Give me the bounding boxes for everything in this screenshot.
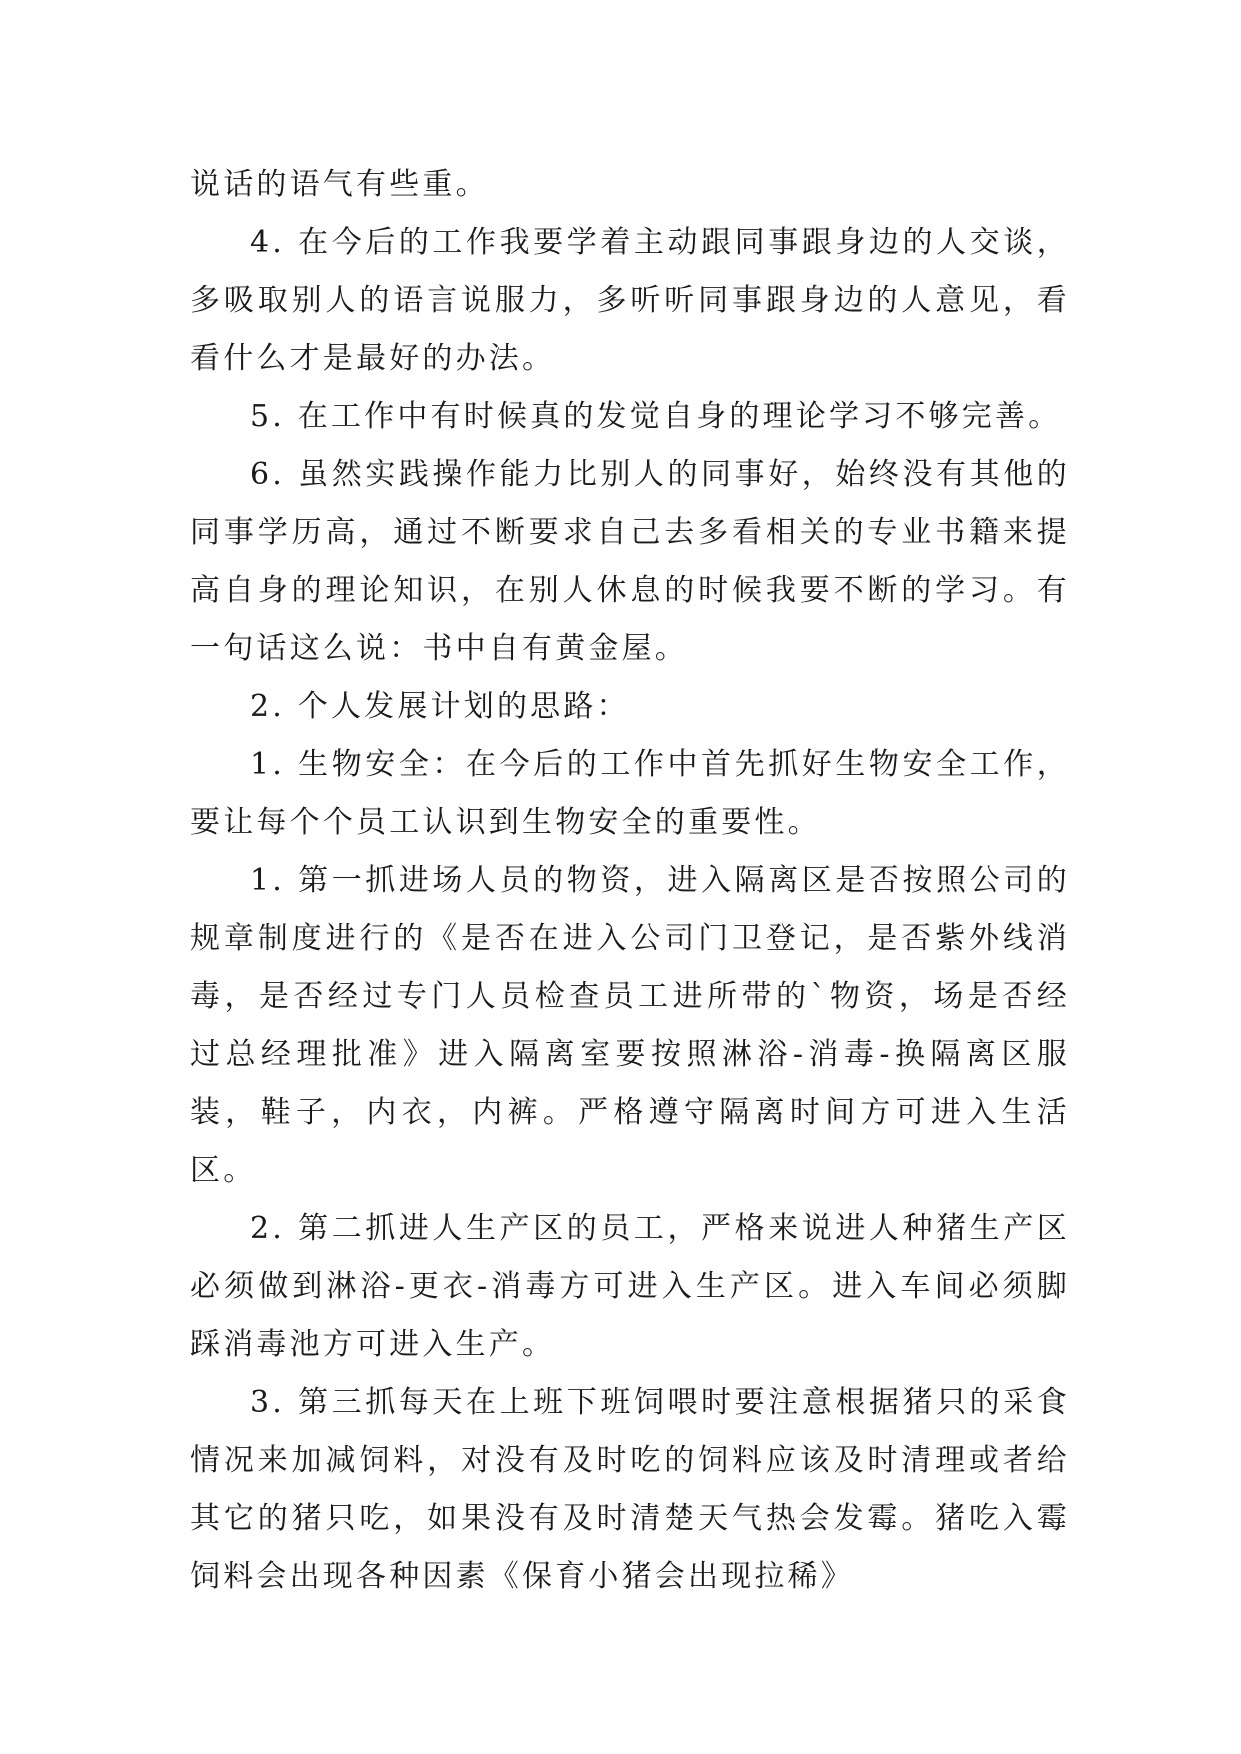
section-heading-development-plan: 2. 个人发展计划的思路： [250,689,630,724]
paragraph-biosecurity: 1. 生物安全：在今后的工作中首先抓好生物安全工作，要让每个个员工认识到生物安全的重要性。 [190,747,1070,840]
paragraph-second-measure: 2. 第二抓进人生产区的员工，严格来说进人种猪生产区必须做到淋浴-更衣-消毒方可进入生产区。进入车间必须脚踩消毒池方可进入生产。 [190,1211,1070,1362]
paragraph-first-measure: 1. 第一抓进场人员的物资，进入隔离区是否按照公司的规章制度进行的《是否在进入公司门卫登记，是否紫外线消毒，是否经过专门人员检查员工进所带的`物资，场是否经过总经理批准》进入隔离室要按照淋浴-消毒-换隔离区服装，鞋子，内衣，内裤。严格遵守隔离时间方可进入生活区。 [190,863,1070,1188]
paragraph-third-measure: 3. 第三抓每天在上班下班饲喂时要注意根据猪只的采食情况来加减饲料，对没有及时吃的饲料应该及时清理或者给其它的猪只吃，如果没有及时清楚天气热会发霉。猪吃入霉饲料会出现各种因素《保育小猪会出现拉稀》 [190,1385,1070,1594]
paragraph-item-6: 6. 虽然实践操作能力比别人的同事好，始终没有其他的同事学历高，通过不断要求自己去多看相关的专业书籍来提高自身的理论知识，在别人休息的时候我要不断的学习。有一句话这么说：书中自有黄金屋。 [190,457,1070,666]
paragraph-item-5: 5. 在工作中有时候真的发觉自身的理论学习不够完善。 [250,399,1062,434]
document-body [190,156,1070,1606]
paragraph-item-4: 4. 在今后的工作我要学着主动跟同事跟身边的人交谈，多吸取别人的语言说服力，多听听同事跟身边的人意见，看看什么才是最好的办法。 [190,225,1070,376]
paragraph-continuation: 说话的语气有些重。 [190,167,489,202]
